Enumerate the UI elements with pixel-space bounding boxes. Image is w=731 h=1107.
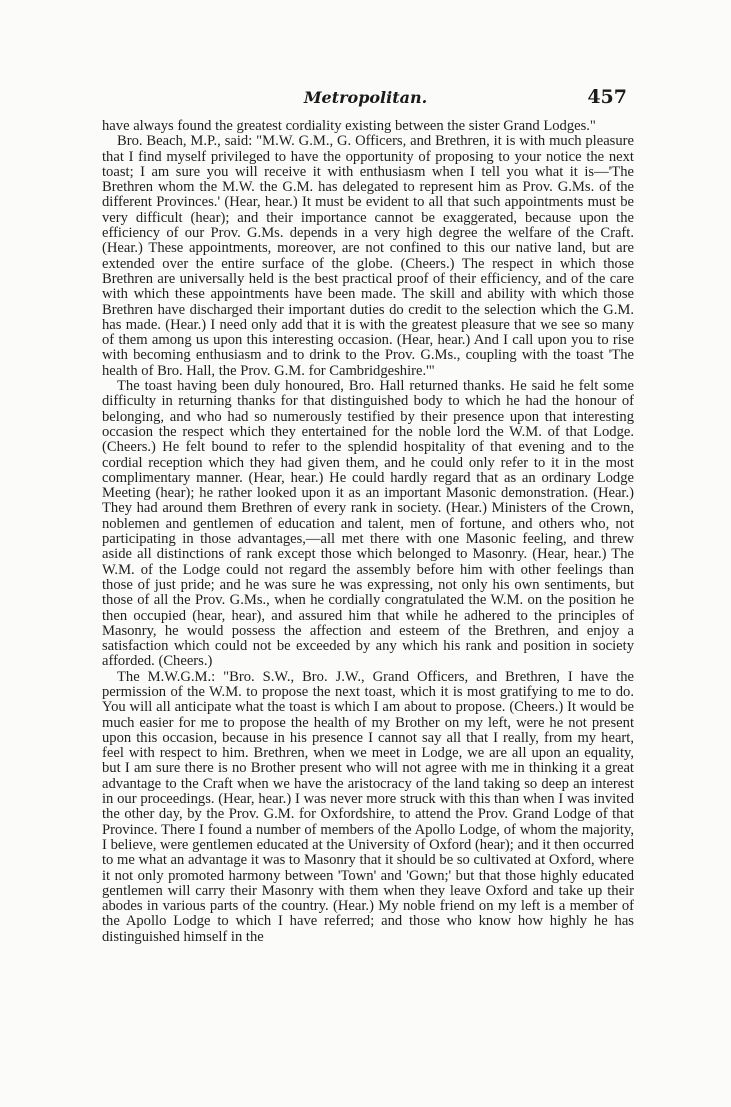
page-number: 457: [587, 86, 627, 108]
paragraph-bro-beach-speech: Bro. Beach, M.P., said: "M.W. G.M., G. Officers, and Brethren, it is with much pleasure that I find myself privileged to have the opportunity of proposing to your notice the next toast; I am sure you will receive it with enthusiasm when I tell you what it is—'The Brethren whom the M.W. the G.M. has delegated to represent him as Prov. G.Ms. of the different Provinces.' (Hear, hear.) It must be evident to all that such appointments must be very difficult (hear); and their importance cannot be exaggerated, because upon the efficiency of our Prov. G.Ms. depends in a very high degree the welfare of the Craft. (Hear.) These appointments, moreover, are not confined to this our native land, but are extended over the entire surface of the globe. (Cheers.) The respect in which those Brethren are universally held is the best practical proof of their efficiency, and of the care with which these appointments have been made. The skill and ability with which those Brethren have discharged their important duties do credit to the selection which the G.M. has made. (Hear.) I need only add that it is with the greatest pleasure that we see so many of them among us upon this interesting occasion. (Hear, hear.) And I call upon you to rise with becoming enthusiasm and to drink to the Prov. G.Ms., coupling with the toast 'The health of Bro. Hall, the Prov. G.M. for Cambridgeshire.'": [102, 133, 634, 379]
paragraph-mwgm-toast: The M.W.G.M.: "Bro. S.W., Bro. J.W., Grand Officers, and Brethren, I have the permission of the W.M. to propose the next toast, which it is most gratifying to me to do. You will all anticipate what the toast is which I am about to propose. (Cheers.) It would be much easier for me to propose the health of my Brother on my left, were he not present upon this occasion, because in his presence I cannot say all that I really, from my heart, feel with respect to him. Brethren, when we meet in Lodge, we are all upon an equality, but I am sure there is no Brother present who will not agree with me in thinking it a great advantage to the Craft when we have the aristocracy of the land taking so deep an interest in our proceedings. (Hear, hear.) I was never more struck with this than when I was invited the other day, by the Prov. G.M. for Oxfordshire, to attend the Prov. Grand Lodge of that Province. There I found a number of members of the Apollo Lodge, of whom the majority, I believe, were gentlemen educated at the University of Oxford (hear); and it then occurred to me what an advantage it was to Masonry that it should be so cultivated at Oxford, where it not only promoted harmony between 'Town' and 'Gown;' but that those highly educated gentlemen will carry their Masonry with them when they leave Oxford and take up their abodes in various parts of the country. (Hear.) My noble friend on my left is a member of the Apollo Lodge to which I have referred; and those who know how highly he has distinguished himself in the: [102, 668, 634, 945]
running-head: [0, 86, 731, 112]
running-head-title: Metropolitan.: [303, 88, 428, 107]
paragraph-bro-hall-reply: The toast having been duly honoured, Bro. Hall returned thanks. He said he felt some difficulty in returning thanks for that distinguished body to which he had the honour of belonging, and who had so numerously testified by their presence upon that interesting occasion the respect which they entertained for the noble lord the W.M. of that Lodge. (Cheers.) He felt bound to refer to the splendid hospitality of that evening and to the cordial reception which they had given them, and he could only refer to it in the most complimentary manner. (Hear, hear.) He could hardly regard that as an ordinary Lodge Meeting (hear); he rather looked upon it as an important Masonic demonstration. (Hear.) They had around them Brethren of every rank in society. (Hear.) Ministers of the Crown, noblemen and gentlemen of education and talent, men of fortune, and others who, not participating in those advantages,—all met there with one Masonic feeling, and threw aside all distinctions of rank except those which belonged to Masonry. (Hear, hear.) The W.M. of the Lodge could not regard the assembly before him with other feelings than those of just pride; and he was sure he was expressing, not only his own sentiments, but those of all the Prov. G.Ms., when he cordially congratulated the W.M. on the position he then occupied (hear, hear), and assured him that while he adhered to the principles of Masonry, he would possess the affection and esteem of the Brethren, and enjoy a satisfaction which could not be exceeded by any which his rank and position in society afforded. (Cheers.): [102, 378, 634, 670]
paragraph-continuation: have always found the greatest cordiality existing between the sister Grand Lodges.": [102, 118, 596, 134]
body-text: [102, 119, 634, 945]
